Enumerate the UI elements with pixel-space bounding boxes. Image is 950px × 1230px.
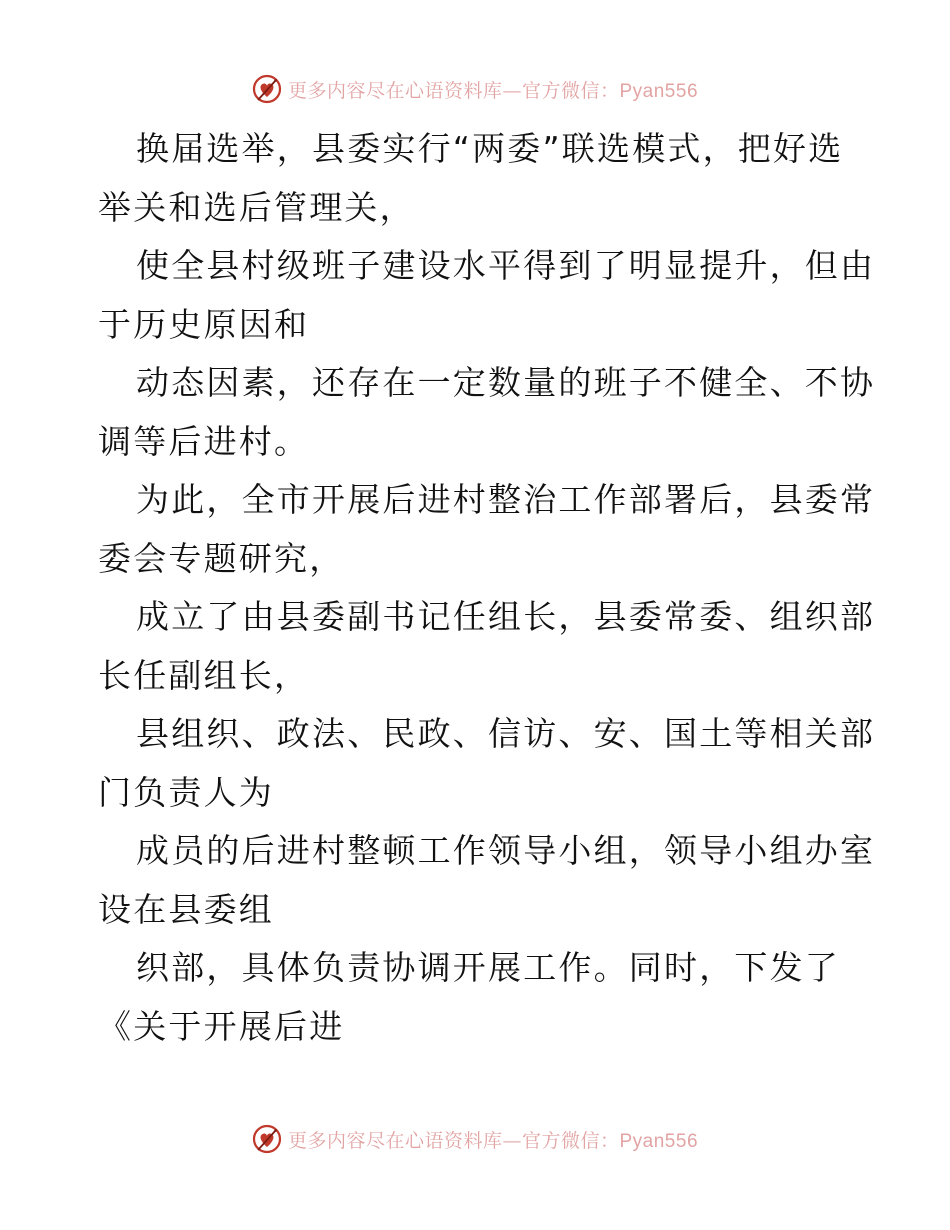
text-line: 于历史原因和 (98, 304, 310, 344)
text-line: 成立了由县委副书记任组长，县委常委、组织部 (136, 597, 876, 636)
text-line: 为此，全市开展后进村整治工作部署后，县委常 (136, 480, 876, 519)
text-line: 《关于开展后进 (98, 1006, 345, 1046)
text-line: 门负责人为 (98, 772, 274, 812)
watermark-text: 更多内容尽在心语资料库—官方微信：Pyan556 (287, 79, 699, 102)
text-line: 使全县村级班子建设水平得到了明显提升，但由 (136, 246, 876, 285)
text-line: 成员的后进村整顿工作领导小组，领导小组办室 (136, 831, 876, 870)
text-line: 换届选举，县委实行“两委”联选模式，把好选 (136, 129, 844, 168)
watermark-text: 更多内容尽在心语资料库—官方微信：Pyan556 (287, 1129, 699, 1152)
text-line: 调等后进村。 (98, 421, 310, 461)
text-line: 织部，具体负责协调开展工作。同时，下发了 (136, 948, 840, 987)
text-line: 举关和选后管理关， (98, 187, 415, 227)
text-line: 委会专题研究， (98, 538, 345, 578)
text-line: 长任副组长， (98, 655, 310, 695)
heart-logo-icon (252, 74, 282, 104)
watermark-footer (0, 1122, 950, 1156)
text-line: 县组织、政法、民政、信访、安、国土等相关部 (136, 714, 876, 753)
watermark-header (0, 72, 950, 106)
heart-logo-icon (252, 1124, 282, 1154)
text-line: 动态因素，还存在一定数量的班子不健全、不协 (136, 363, 876, 402)
text-line: 设在县委组 (98, 889, 274, 929)
document-body (98, 120, 876, 1056)
